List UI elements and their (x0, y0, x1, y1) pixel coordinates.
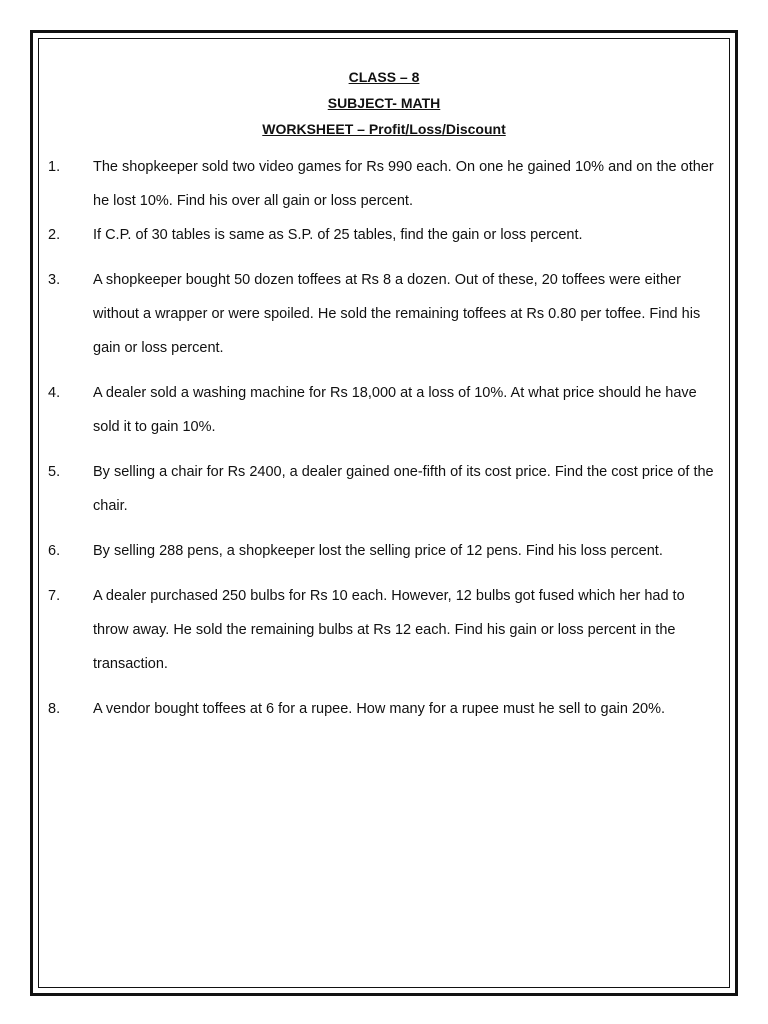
class-heading: CLASS – 8 (348, 69, 420, 85)
question-item (44, 534, 724, 568)
worksheet-title: WORKSHEET – Profit/Loss/Discount (262, 121, 506, 137)
question-number: 5. (48, 464, 61, 480)
question-text: If C.P. of 30 tables is same as S.P. of 25 tables, find the gain or loss percent. (93, 227, 583, 243)
question-item (44, 692, 724, 726)
question-number: 7. (48, 588, 61, 604)
question-text: A shopkeeper bought 50 dozen toffees at Rs 8 a dozen. Out of these, 20 toffees were either without a wrapper or were spoiled. He sold the remaining toffees at Rs 0.80 per toffee. Find his gain or loss percent. (93, 272, 701, 356)
question-item (44, 263, 724, 365)
question-item (44, 455, 724, 523)
question-number: 8. (48, 701, 61, 717)
subject-heading: SUBJECT- MATH (327, 95, 441, 111)
question-number: 1. (48, 159, 61, 175)
question-text: By selling 288 pens, a shopkeeper lost the selling price of 12 pens. Find his loss percent. (93, 543, 663, 559)
question-item (44, 150, 724, 218)
question-text: A dealer sold a washing machine for Rs 18,000 at a loss of 10%. At what price should he have sold it to gain 10%. (93, 385, 697, 435)
question-number: 2. (48, 227, 61, 243)
question-text: A dealer purchased 250 bulbs for Rs 10 each. However, 12 bulbs got fused which her had to throw away. He sold the remaining bulbs at Rs 12 each. Find his gain or loss percent in the transaction. (93, 588, 685, 672)
question-item (44, 376, 724, 444)
question-text: A vendor bought toffees at 6 for a rupee. How many for a rupee must he sell to gain 20%. (93, 701, 666, 717)
question-text: The shopkeeper sold two video games for Rs 990 each. On one he gained 10% and on the other he lost 10%. Find his over all gain or loss percent. (93, 159, 714, 209)
worksheet-header (0, 67, 768, 145)
question-number: 4. (48, 385, 61, 401)
question-item (44, 218, 724, 252)
question-text: By selling a chair for Rs 2400, a dealer gained one-fifth of its cost price. Find the cost price of the chair. (93, 464, 714, 514)
question-list (44, 150, 724, 726)
question-item (44, 579, 724, 681)
question-number: 6. (48, 543, 61, 559)
question-number: 3. (48, 272, 61, 288)
